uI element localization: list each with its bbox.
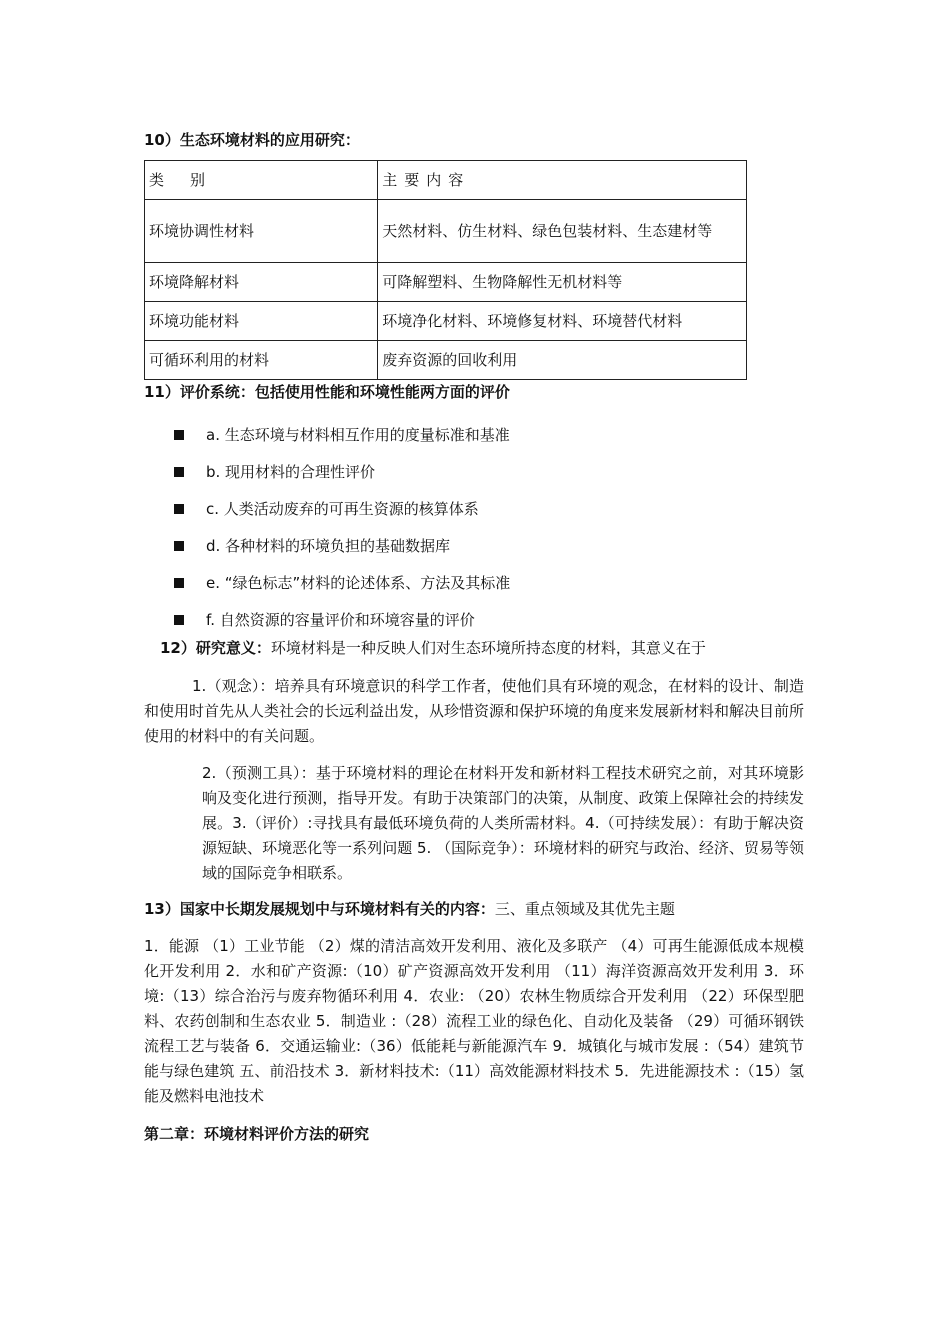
significance-paragraph-2: 2.（预测工具）：基于环境材料的理论在材料开发和新材料工程技术研究之前，对其环境影响及变化进行预测，指导开发。有助于决策部门的决策，从制度、政策上保障社会的持续发展。3.（评价）:寻找具有最低环境负荷的人类所需材料。4.（可持续发展）：有助于解决资源短缺、环境恶化等一系列问题 5. （国际竞争）：环境材料的研究与政治、经济、贸易等领域的国际竞争相联系。 [202, 764, 804, 882]
table-row [145, 341, 747, 380]
list-item: e. “绿色标志”材料的论述体系、方法及其标准 [174, 564, 774, 601]
list-item: b. 现用材料的合理性评价 [174, 453, 774, 490]
table-cell-content: 天然材料、仿生材料、绿色包装材料、生态建材等 [378, 200, 747, 263]
bullet-square-icon [174, 467, 184, 477]
bullet-square-icon [174, 430, 184, 440]
table-row [145, 200, 747, 263]
bullet-square-icon [174, 578, 184, 588]
table-cell-content: 可降解塑料、生物降解性无机材料等 [378, 263, 747, 302]
evaluation-list [174, 416, 774, 638]
section-13-title: 13）国家中长期发展规划中与环境材料有关的内容：三、重点领域及其优先主题 [144, 900, 675, 918]
table-cell-category: 可循环利用的材料 [145, 341, 378, 380]
list-item: d. 各种材料的环境负担的基础数据库 [174, 527, 774, 564]
table-row [145, 263, 747, 302]
section-12-title: 12）研究意义：环境材料是一种反映人们对生态环境所持态度的材料，其意义在于 [160, 639, 706, 657]
table-header-category: 类别 [145, 161, 378, 200]
list-item: c. 人类活动废弃的可再生资源的核算体系 [174, 490, 774, 527]
section-10-title: 10）生态环境材料的应用研究： [144, 131, 360, 149]
plan-content-paragraph: 1．能源 （1）工业节能 （2）煤的清洁高效开发利用、液化及多联产 （4）可再生能源低成本规模化开发利用 2．水和矿产资源:（10）矿产资源高效开发利用 （11）海洋资源高效开发利用 3．环境:（13）综合治污与废弃物循环利用 4．农业: （20）农林生物质综合开发利用 （22）环保型肥料、农药创制和生态农业 5．制造业 :（28）流程工业的绿色化、自动化及装备 （29）可循环钢铁流程工艺与装备 6．交通运输业:（36）低能耗与新能源汽车 9．城镇化与城市发展 :（54）建筑节能与绿色建筑 五、前沿技术 3．新材料技术:（11）高效能源材料技术 5．先进能源技术 :（15）氢能及燃料电池技术 [144, 937, 804, 1105]
chapter-2-title: 第二章：环境材料评价方法的研究 [144, 1125, 370, 1143]
table-header-content: 主要内容 [378, 161, 747, 200]
table-header-row [145, 161, 747, 200]
eco-materials-table [144, 160, 747, 380]
significance-paragraph-1: 1.（观念）：培养具有环境意识的科学工作者，使他们具有环境的观念，在材料的设计、制造和使用时首先从人类社会的长远利益出发，从珍惜资源和保护环境的角度来发展新材料和解决目前所使用的材料中的有关问题。 [144, 677, 805, 745]
list-item: a. 生态环境与材料相互作用的度量标准和基准 [174, 416, 774, 453]
bullet-square-icon [174, 615, 184, 625]
bullet-square-icon [174, 504, 184, 514]
table-cell-category: 环境协调性材料 [145, 200, 378, 263]
table-cell-category: 环境降解材料 [145, 263, 378, 302]
table-row [145, 302, 747, 341]
table-cell-content: 环境净化材料、环境修复材料、环境替代材料 [378, 302, 747, 341]
table-cell-category: 环境功能材料 [145, 302, 378, 341]
list-item: f. 自然资源的容量评价和环境容量的评价 [174, 601, 774, 638]
section-11-title: 11）评价系统：包括使用性能和环境性能两方面的评价 [144, 383, 510, 401]
bullet-square-icon [174, 541, 184, 551]
table-cell-content: 废弃资源的回收利用 [378, 341, 747, 380]
